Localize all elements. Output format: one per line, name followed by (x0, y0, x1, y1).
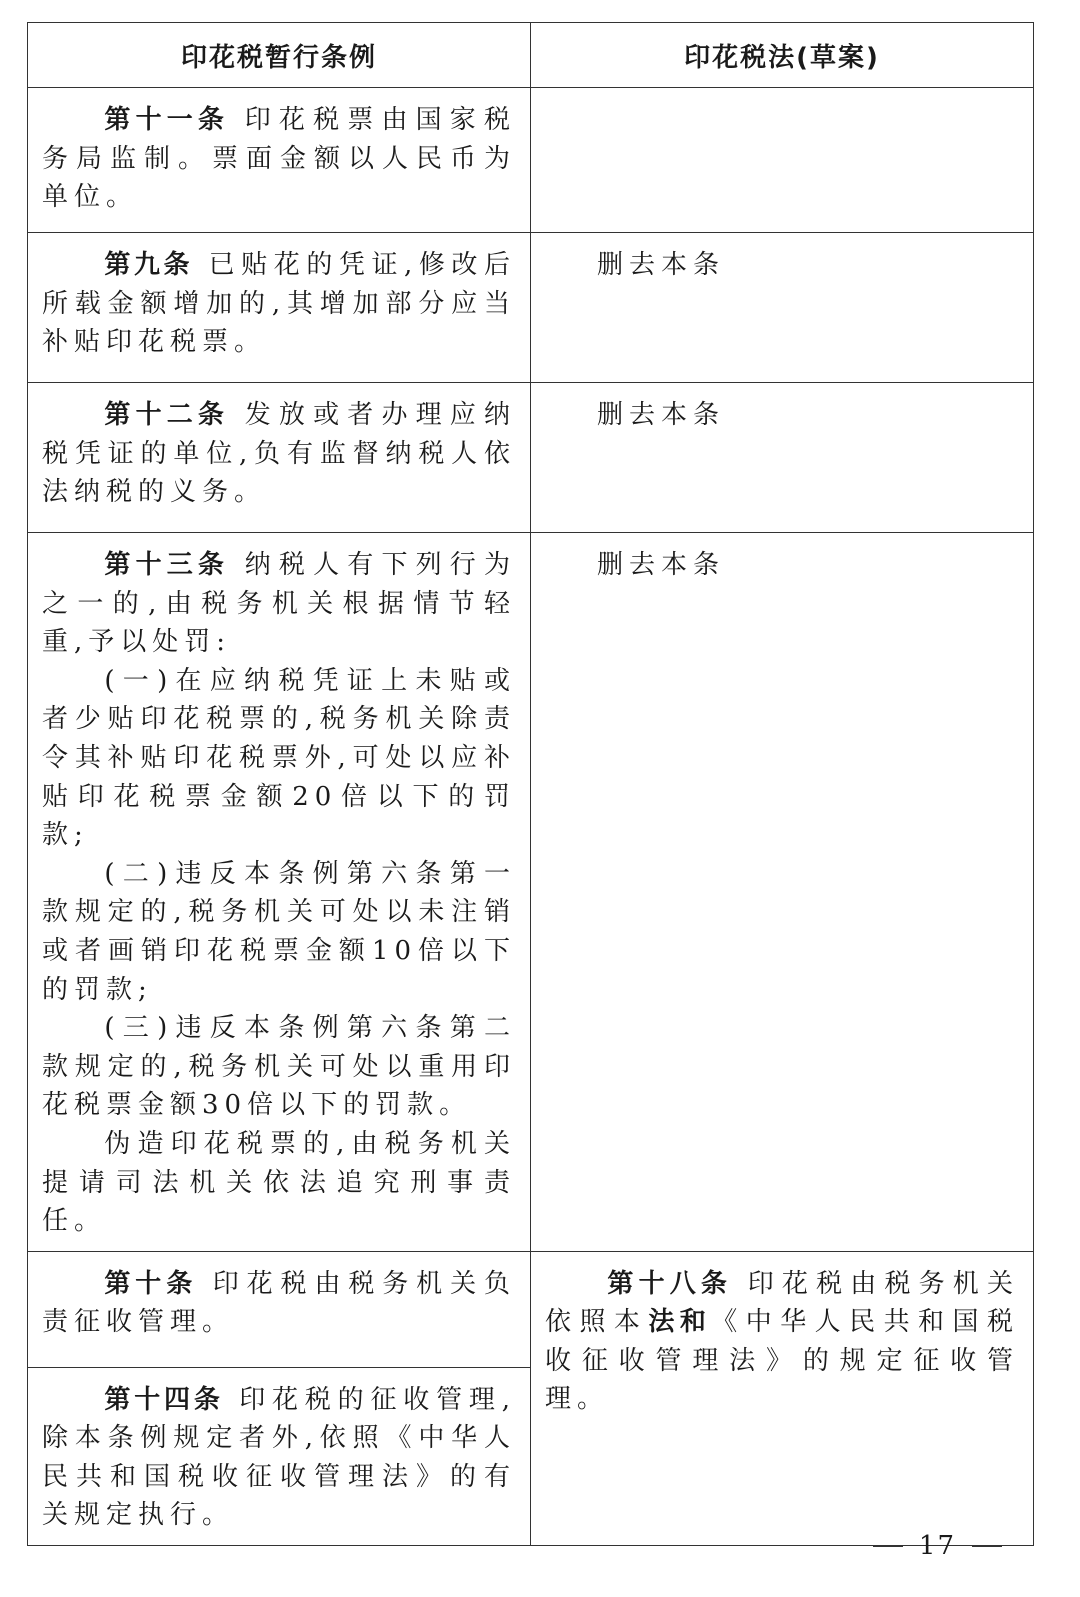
article-paragraph (42, 1381, 516, 1535)
delete-note: 删去本条 (597, 400, 726, 430)
article-number: 第十二条 (104, 400, 230, 430)
page-number-dash-left (873, 1545, 903, 1547)
article-number: 第十条 (104, 1268, 198, 1299)
draft-cell (531, 1251, 1034, 1545)
page-number (857, 1531, 1018, 1561)
article-text: 印花税由税务机关负责征收管理。 (42, 1268, 516, 1338)
table-row (28, 88, 1034, 233)
regulation-cell (28, 88, 531, 233)
table-row (28, 533, 1034, 1252)
draft-cell (531, 233, 1034, 383)
header-current-regulation: 印花税暂行条例 (28, 23, 531, 88)
draft-article-text-before: 印花税由税务机关依照本 (545, 1268, 1019, 1338)
regulation-cell (28, 383, 531, 533)
page-number-dash-right (972, 1545, 1002, 1547)
article-paragraph (42, 1265, 516, 1342)
delete-note: 删去本条 (597, 250, 726, 280)
article-paragraph (42, 246, 516, 362)
draft-article-number: 第十八条 (607, 1268, 733, 1299)
article-text: 发放或者办理应纳税凭证的单位,负有监督纳税人依法纳税的义务。 (42, 400, 516, 508)
page-number-value: 17 (918, 1531, 956, 1561)
article-paragraph (42, 546, 516, 662)
article-text: 已贴花的凭证,修改后所载金额增加的,其增加部分应当补贴印花税票。 (42, 250, 516, 358)
regulation-cell (28, 1367, 531, 1545)
article-number: 第九条 (104, 250, 194, 280)
clause-3: (三)违反本条例第六条第二款规定的,税务机关可处以重用印花税票金额30倍以下的罚款。 (42, 1013, 516, 1121)
table-row (28, 383, 1034, 533)
draft-article-paragraph (545, 1265, 1019, 1419)
article-text: 印花税的征收管理,除本条例规定者外,依照《中华人民共和国税收征收管理法》的有关规定执行。 (42, 1384, 516, 1531)
article-closing-paragraph: 伪造印花税票的,由税务机关提请司法机关依法追究刑事责任。 (42, 1128, 516, 1237)
table-header-row (28, 23, 1034, 88)
article-number: 第十一条 (104, 105, 230, 135)
draft-cell (531, 383, 1034, 533)
draft-article-amended-text: 法和 (648, 1307, 712, 1338)
article-paragraph (42, 101, 516, 217)
clause-1: (一)在应纳税凭证上未贴或者少贴印花税票的,税务机关除责令其补贴印花税票外,可处以应补贴印花税票金额20倍以下的罚款; (42, 665, 516, 851)
article-number: 第十三条 (104, 550, 230, 580)
clause-2: (二)违反本条例第六条第一款规定的,税务机关可处以未注销或者画销印花税票金额10倍以下的罚款; (42, 858, 516, 1005)
article-number: 第十四条 (104, 1384, 224, 1415)
article-text: 纳税人有下列行为之一的,由税务机关根据情节轻重,予以处罚: (42, 550, 516, 658)
regulation-cell (28, 233, 531, 383)
draft-cell-empty (531, 88, 1034, 233)
article-text: 印花税票由国家税务局监制。票面金额以人民币为单位。 (42, 105, 516, 213)
table-row (28, 233, 1034, 383)
regulation-cell (28, 533, 531, 1252)
header-draft-law: 印花税法(草案) (531, 23, 1034, 88)
delete-note: 删去本条 (597, 550, 726, 580)
comparison-table (27, 22, 1034, 1546)
table-row (28, 1251, 1034, 1367)
regulation-cell (28, 1251, 531, 1367)
article-paragraph (42, 396, 516, 512)
draft-article-text-after: 《中华人民共和国税收征收管理法》的规定征收管理。 (545, 1307, 1019, 1415)
draft-cell (531, 533, 1034, 1252)
